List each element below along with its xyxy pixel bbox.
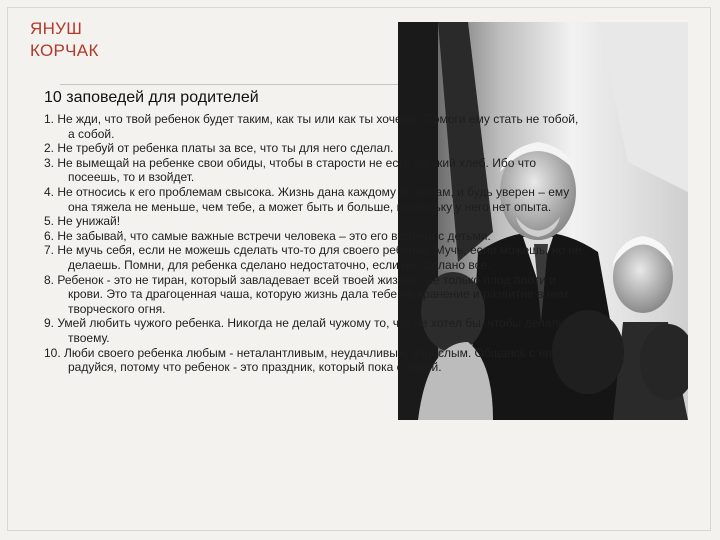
title-divider bbox=[60, 84, 400, 85]
title-line-1: ЯНУШ bbox=[30, 19, 83, 38]
commandment-item: 9. Умей любить чужого ребенка. Никогда не делай чужому то, что не хотел бы, чтобы делали твоему. bbox=[44, 316, 566, 345]
commandment-item: 7. Не мучь себя, если не можешь сделать что-то для своего ребенка. Мучь, если можешь, но не делаешь. Помни, для ребенка сделано недостаточно, если не сделано все. bbox=[44, 243, 582, 272]
title-line-2: КОРЧАК bbox=[30, 41, 99, 60]
commandments-list bbox=[44, 112, 584, 375]
slide-title bbox=[30, 18, 99, 62]
commandment-item: 5. Не унижай! bbox=[44, 214, 121, 229]
commandment-item: 10. Люби своего ребенка любым - неталантливым, неудачливым, взрослым. Общаясь с ним - радуйся, потому что ребенок - это праздник, который пока с тобой. bbox=[44, 345, 568, 375]
commandment-item: 1. Не жди, что твой ребенок будет таким, как ты или как ты хочешь. Помоги ему стать не тобой, а собой. bbox=[44, 112, 579, 141]
commandment-item: 2. Не требуй от ребенка платы за все, что ты для него сделал. bbox=[44, 141, 394, 156]
commandment-item: 6. Не забывай, что самые важные встречи человека – это его встречи с детьми. bbox=[44, 228, 491, 243]
commandment-item: 4. Не относись к его проблемам свысока. Жизнь дана каждому по силам, и будь уверен – ему она тяжела не меньше, чем тебе, а может быть и больше, поскольку у него нет опыта. bbox=[44, 184, 570, 214]
slide-subtitle: 10 заповедей для родителей bbox=[44, 89, 259, 106]
commandment-item: 8. Ребенок - это не тиран, который завладевает всей твоей жизнью, не только плод плоти и крови. Это та драгоценная чаша, которую жизнь дала тебе на хранение и развитие в нем творческого огня. bbox=[44, 272, 569, 316]
commandment-item: 3. Не вымещай на ребенке свои обиды, чтобы в старости не есть горький хлеб. Ибо что посеешь, то и взойдет. bbox=[44, 155, 537, 185]
